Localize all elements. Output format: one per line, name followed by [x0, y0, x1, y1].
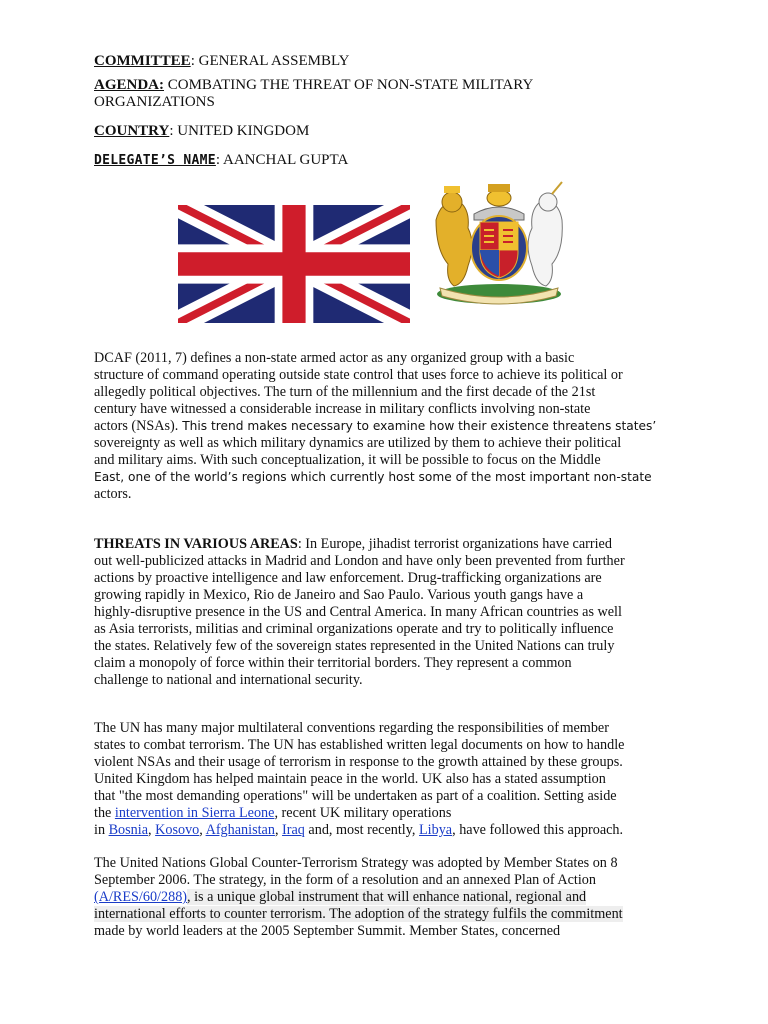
committee-value: : GENERAL ASSEMBLY: [190, 53, 350, 69]
text-line: highly-disruptive presence in the US and Central America. In many African countries as well: [94, 604, 622, 620]
committee-line: [94, 53, 694, 70]
agenda-label: AGENDA:: [94, 77, 164, 93]
paragraph-definition: [94, 350, 684, 503]
country-label: COUNTRY: [94, 123, 170, 139]
text-line: United Kingdom has helped maintain peace in the world. UK also has a stated assumption: [94, 771, 606, 787]
paragraph-un-conventions: [94, 720, 684, 839]
text-line: the: [94, 805, 115, 821]
text-line: and military aims. With such conceptualization, it will be possible to focus on the Middle: [94, 452, 601, 468]
separator: ,: [199, 822, 206, 838]
agenda-value-2: ORGANIZATIONS: [94, 94, 215, 110]
text-line: century have witnessed a considerable increase in military conflicts involving non-state: [94, 401, 591, 417]
separator: ,: [148, 822, 156, 838]
text-line: East, one of the world’s regions which currently host some of the most important non-state: [94, 470, 652, 484]
agenda-line: [94, 77, 694, 111]
text-line: DCAF (2011, 7) defines a non-state armed actor as any organized group with a basic: [94, 350, 575, 366]
text-line: out well-publicized attacks in Madrid and London and have only been prevented from further: [94, 553, 625, 569]
text-line: growing rapidly in Mexico, Rio de Janeiro and Sao Paulo. Various youth gangs have a: [94, 587, 584, 603]
paragraph-threats: [94, 536, 684, 689]
text-line: violent NSAs and their usage of terrorism in response to the growth attained by these groups.: [94, 754, 623, 770]
link-iraq[interactable]: Iraq: [282, 822, 305, 838]
text-line: as Asia terrorists, militias and criminal organizations operate and try to politically influence: [94, 621, 614, 637]
country-line: [94, 123, 694, 140]
text-line: The UN has many major multilateral conventions regarding the responsibilities of member: [94, 720, 609, 736]
separator: ,: [274, 822, 283, 838]
committee-label: COMMITTEE: [94, 53, 191, 69]
agenda-value: COMBATING THE THREAT OF NON-STATE MILITARY: [164, 77, 534, 93]
text-line: the states. Relatively few of the sovereign states represented in the United Nations can truly: [94, 638, 615, 654]
text-line: challenge to national and international security.: [94, 672, 363, 688]
text-line: , is a unique global instrument that will enhance national, regional and: [187, 889, 587, 905]
text-line: made by world leaders at the 2005 September Summit. Member States, concerned: [94, 923, 561, 939]
text-line: sovereignty as well as which military dynamics are utilized by them to achieve their political: [94, 435, 622, 451]
link-libya[interactable]: Libya: [419, 822, 453, 838]
text-line: structure of command operating outside state control that uses force to achieve its political or: [94, 367, 623, 383]
text-line: actors.: [94, 486, 132, 502]
text-line: September 2006. The strategy, in the form of a resolution and an annexed Plan of Action: [94, 872, 596, 888]
text-line: actions by proactive intelligence and law enforcement. Drug-trafficking organizations are: [94, 570, 602, 586]
text-line: : In Europe, jihadist terrorist organizations have carried: [297, 536, 612, 552]
text-line: states to combat terrorism. The UN has established written legal documents on how to handle: [94, 737, 625, 753]
country-value: : UNITED KINGDOM: [169, 123, 310, 139]
text-line: that "the most demanding operations" will be undertaken as part of a coalition. Setting aside: [94, 788, 617, 804]
text-line: This trend makes necessary to examine how their existence threatens states’: [178, 419, 657, 433]
text-line: , recent UK military operations: [274, 805, 452, 821]
text-line: allegedly political objectives. The turn of the millennium and the first decade of the 21st: [94, 384, 596, 400]
link-bosnia[interactable]: Bosnia: [108, 822, 149, 838]
text-line: The United Nations Global Counter-Terrorism Strategy was adopted by Member States on 8: [94, 855, 618, 871]
link-sierra-leone[interactable]: intervention in Sierra Leone: [114, 805, 275, 821]
section-heading: THREATS IN VARIOUS AREAS: [94, 536, 298, 552]
royal-coat-of-arms-image: [428, 180, 570, 308]
paragraph-counter-terrorism-strategy: [94, 855, 684, 940]
text-line: claim a monopoly of force within their territorial borders. They represent a common: [94, 655, 572, 671]
link-a-res-60-288[interactable]: (A/RES/60/288): [94, 889, 188, 905]
delegate-value: : AANCHAL GUPTA: [215, 152, 349, 168]
text-line: international efforts to counter terrorism. The adoption of the strategy fulfils the commitment: [94, 906, 623, 922]
union-jack-flag-image: [178, 205, 410, 323]
text-line: , have followed this approach.: [452, 822, 624, 838]
text-line: in: [94, 822, 109, 838]
link-afghanistan[interactable]: Afghanistan: [205, 822, 275, 838]
delegate-line: [94, 152, 694, 169]
text-line: actors (NSAs).: [94, 418, 179, 434]
link-kosovo[interactable]: Kosovo: [155, 822, 200, 838]
text-line: and, most recently,: [304, 822, 419, 838]
delegate-label: DELEGATE’S NAME: [94, 153, 216, 168]
